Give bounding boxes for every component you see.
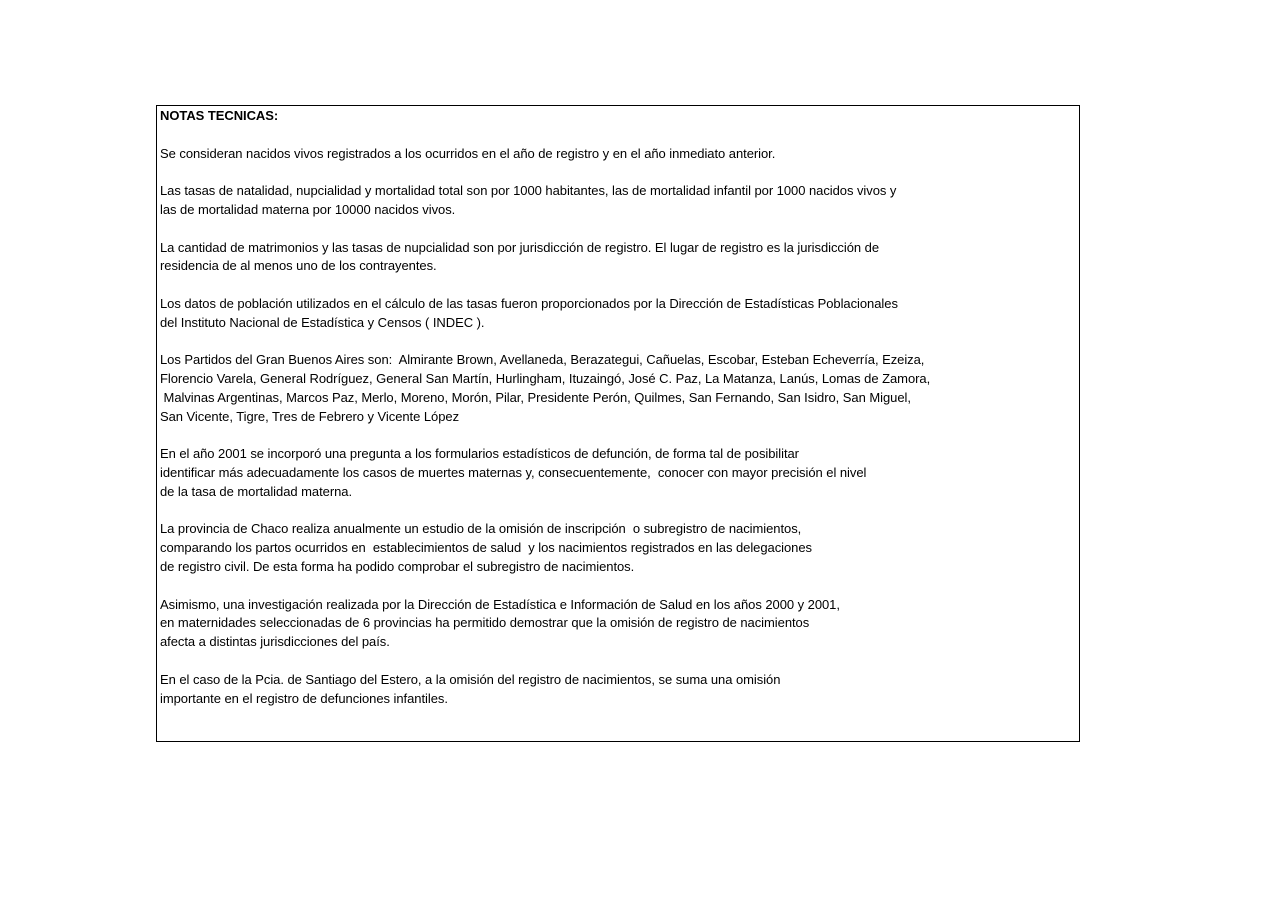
text-line: identificar más adecuadamente los casos de muertes maternas y, consecuentemente, conocer con mayor precisión el nivel [160,465,867,480]
text-line: En el año 2001 se incorporó una pregunta a los formularios estadísticos de defunción, de forma tal de posibilitar [160,446,799,461]
text-line: Se consideran nacidos vivos registrados a los ocurridos en el año de registro y en el año inmediato anterior. [160,146,776,161]
text-line: comparando los partos ocurridos en establecimientos de salud y los nacimientos registrados en las delegaciones [160,540,812,555]
text-line: En el caso de la Pcia. de Santiago del Estero, a la omisión del registro de nacimientos, se suma una omisión [160,672,781,687]
text-line: residencia de al menos uno de los contrayentes. [160,258,437,273]
text-line: afecta a distintas jurisdicciones del país. [160,634,390,649]
text-line: de registro civil. De esta forma ha podido comprobar el subregistro de nacimientos. [160,559,635,574]
text-line: importante en el registro de defunciones infantiles. [160,691,448,706]
text-line: Malvinas Argentinas, Marcos Paz, Merlo, Moreno, Morón, Pilar, Presidente Perón, Quilmes, San Fernando, San Isidro, San Miguel, [160,390,911,405]
text-line: La cantidad de matrimonios y las tasas de nupcialidad son por jurisdicción de registro. El lugar de registro es la jurisdicción de [160,240,879,255]
text-line: las de mortalidad materna por 10000 nacidos vivos. [160,202,456,217]
text-line: Asimismo, una investigación realizada por la Dirección de Estadística e Información de Salud en los años 2000 y 2001, [160,597,840,612]
text-line: Los datos de población utilizados en el cálculo de las tasas fueron proporcionados por la Dirección de Estadísticas Poblacionales [160,296,898,311]
text-line: Florencio Varela, General Rodríguez, General San Martín, Hurlingham, Ituzaingó, José C. Paz, La Matanza, Lanús, Lomas de Zamora, [160,371,931,386]
text-line: La provincia de Chaco realiza anualmente un estudio de la omisión de inscripción o subregistro de nacimientos, [160,521,802,536]
text-line: Los Partidos del Gran Buenos Aires son: Almirante Brown, Avellaneda, Berazategui, Cañuelas, Escobar, Esteban Echeverría, Ezeiza, [160,352,925,367]
notes-title: NOTAS TECNICAS: [160,108,279,123]
text-line: Las tasas de natalidad, nupcialidad y mortalidad total son por 1000 habitantes, las de mortalidad infantil por 1000 nacidos vivos y [160,183,897,198]
text-line: San Vicente, Tigre, Tres de Febrero y Vicente López [160,409,460,424]
text-line: de la tasa de mortalidad materna. [160,484,353,499]
text-line: del Instituto Nacional de Estadística y Censos ( INDEC ). [160,315,485,330]
text-line: en maternidades seleccionadas de 6 provincias ha permitido demostrar que la omisión de registro de nacimientos [160,615,810,630]
technical-notes-box [156,105,1080,742]
